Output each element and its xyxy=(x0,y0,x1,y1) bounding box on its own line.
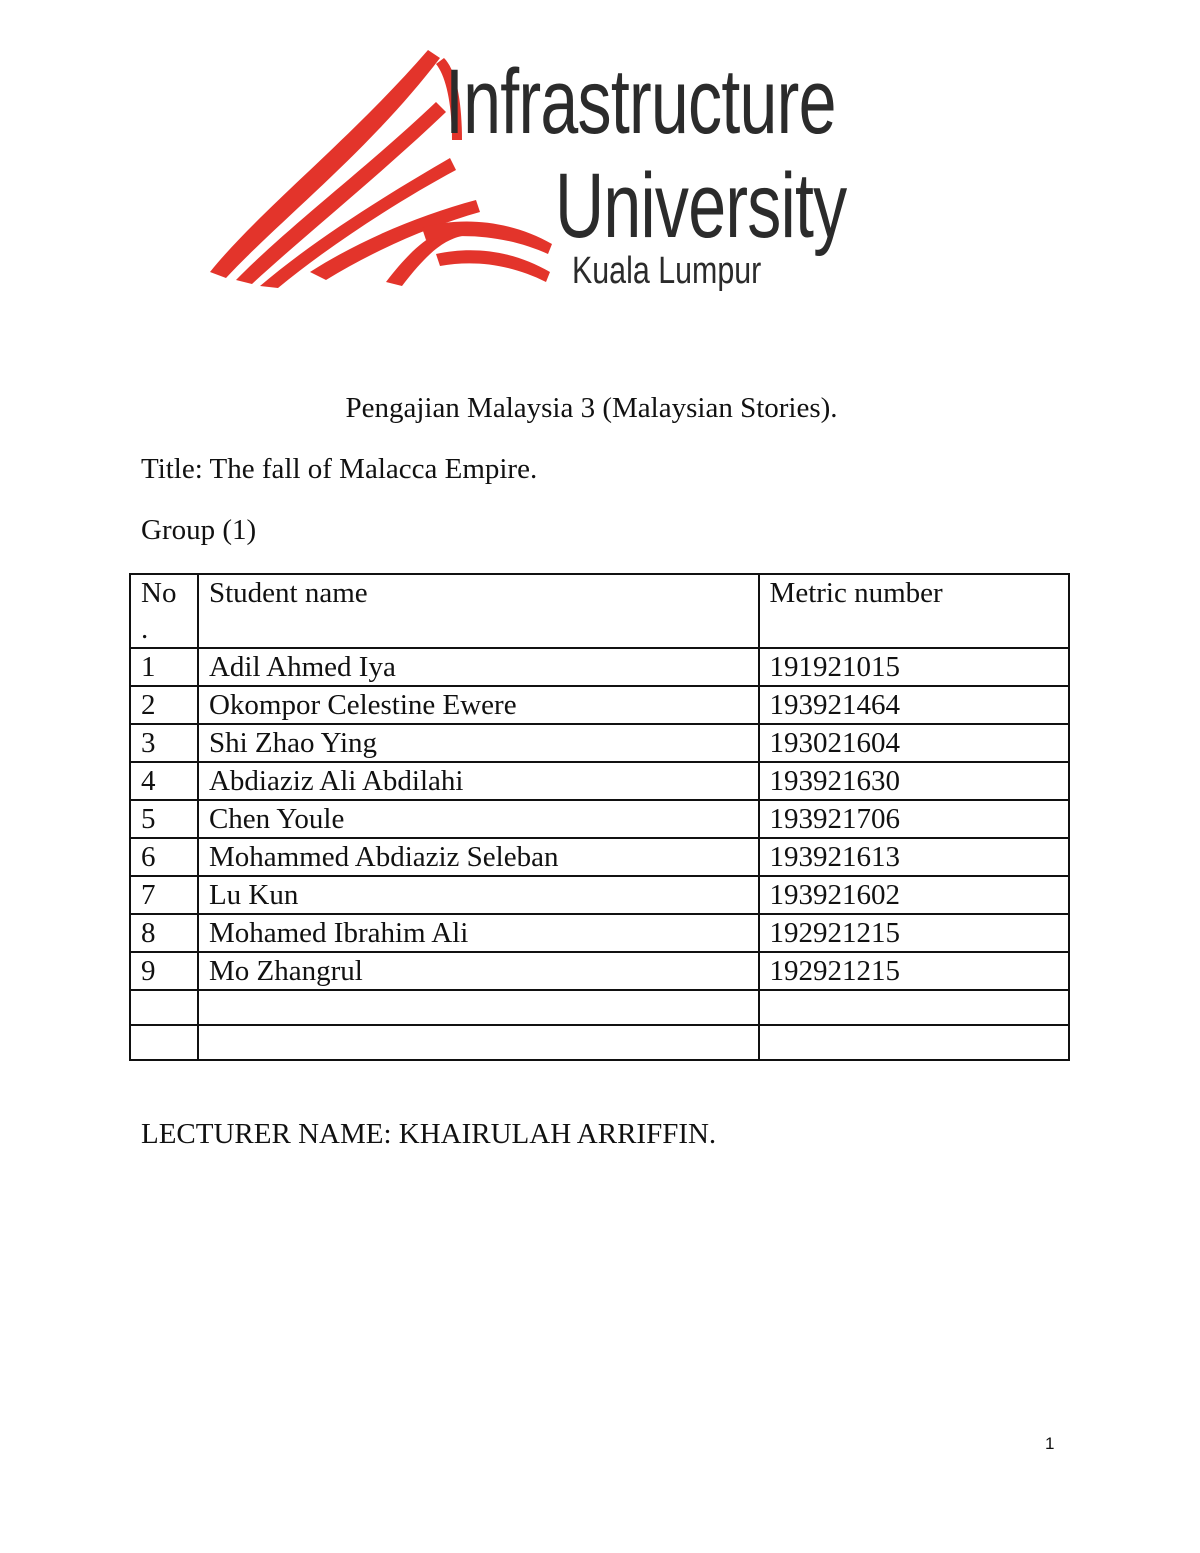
student-name: Okompor Celestine Ewere xyxy=(198,686,759,724)
student-name: Chen Youle xyxy=(198,800,759,838)
row-number: 7 xyxy=(130,876,198,914)
metric-number: 193921602 xyxy=(759,876,1069,914)
row-number: 3 xyxy=(130,724,198,762)
table-row xyxy=(130,762,1069,800)
metric-number: 193921464 xyxy=(759,686,1069,724)
header-student-name: Student name xyxy=(198,574,759,648)
group-label: Group (1) xyxy=(141,514,257,546)
metric-number: 193021604 xyxy=(759,724,1069,762)
course-subject: Pengajian Malaysia 3 (Malaysian Stories). xyxy=(345,392,838,424)
student-name xyxy=(198,1025,759,1060)
table-row xyxy=(130,952,1069,990)
row-number: 2 xyxy=(130,686,198,724)
student-name: Mohammed Abdiaziz Seleban xyxy=(198,838,759,876)
table-row xyxy=(130,724,1069,762)
metric-number xyxy=(759,1025,1069,1060)
row-number xyxy=(130,1025,198,1060)
header-no-period: . xyxy=(141,613,149,645)
row-number: 8 xyxy=(130,914,198,952)
metric-number: 193921706 xyxy=(759,800,1069,838)
student-name: Mohamed Ibrahim Ali xyxy=(198,914,759,952)
student-name xyxy=(198,990,759,1025)
header-no xyxy=(130,574,198,648)
logo-text-infrastructure: Infrastructure xyxy=(445,51,836,153)
row-number: 4 xyxy=(130,762,198,800)
row-number xyxy=(130,990,198,1025)
metric-number: 192921215 xyxy=(759,914,1069,952)
table-row xyxy=(130,876,1069,914)
metric-number xyxy=(759,990,1069,1025)
table-row xyxy=(130,686,1069,724)
lecturer-name: LECTURER NAME: KHAIRULAH ARRIFFIN. xyxy=(141,1118,717,1150)
student-name: Mo Zhangrul xyxy=(198,952,759,990)
page-number: 1 xyxy=(1045,1434,1055,1453)
university-logo xyxy=(200,40,890,300)
table-header-row xyxy=(130,574,1069,648)
row-number: 1 xyxy=(130,648,198,686)
table-row-empty xyxy=(130,990,1069,1025)
header-metric-number: Metric number xyxy=(759,574,1069,648)
table-row xyxy=(130,648,1069,686)
row-number: 9 xyxy=(130,952,198,990)
metric-number: 191921015 xyxy=(759,648,1069,686)
logo-text-kuala-lumpur: Kuala Lumpur xyxy=(572,250,762,292)
header-no-text: No xyxy=(141,577,177,609)
assignment-title: Title: The fall of Malacca Empire. xyxy=(141,453,538,485)
row-number: 5 xyxy=(130,800,198,838)
metric-number: 193921613 xyxy=(759,838,1069,876)
student-name: Abdiaziz Ali Abdilahi xyxy=(198,762,759,800)
table-row-empty xyxy=(130,1025,1069,1060)
row-number: 6 xyxy=(130,838,198,876)
table-row xyxy=(130,838,1069,876)
metric-number: 193921630 xyxy=(759,762,1069,800)
metric-number: 192921215 xyxy=(759,952,1069,990)
student-name: Shi Zhao Ying xyxy=(198,724,759,762)
student-table xyxy=(129,573,1070,1061)
table-row xyxy=(130,800,1069,838)
student-name: Lu Kun xyxy=(198,876,759,914)
student-name: Adil Ahmed Iya xyxy=(198,648,759,686)
table-row xyxy=(130,914,1069,952)
logo-text-university: University xyxy=(555,155,847,257)
